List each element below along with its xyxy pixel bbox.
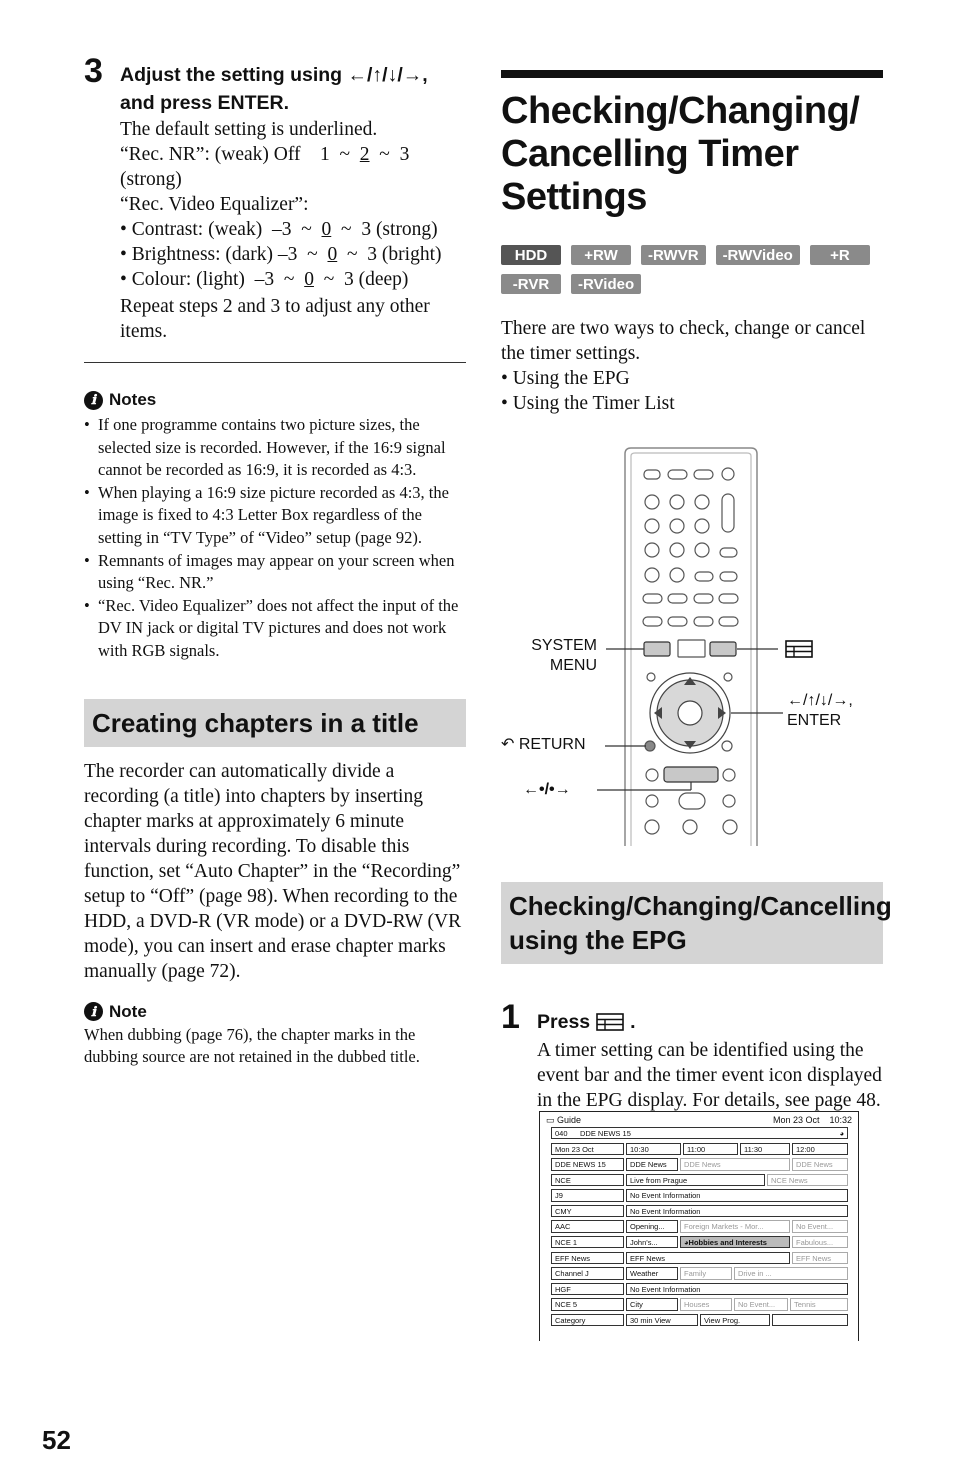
rec-nr-text-b: ~ 3 — [369, 144, 410, 165]
epg-datetime: Mon 23 Oct 10:32 — [772, 1115, 852, 1125]
brightness-text-b: ~ 3 (bright) — [337, 244, 442, 265]
badge-rw-video: -RWVideo — [716, 245, 800, 265]
remote-illustration — [501, 446, 883, 846]
epg-program: EFF News — [792, 1252, 848, 1264]
colour-line — [120, 267, 466, 292]
epg-screen — [539, 1111, 859, 1341]
note-item: • Remnants of images may appear on your screen when using “Rec. NR.” — [84, 550, 466, 595]
colour-text: • Colour: (light) –3 ~ — [120, 269, 305, 290]
epg-program: NCE News — [767, 1174, 848, 1186]
epg-row — [551, 1236, 848, 1248]
epg-time: 11:30 — [740, 1143, 790, 1155]
step-number: 1 — [501, 998, 520, 1036]
epg-channel: J9 — [551, 1189, 624, 1201]
page-number: 52 — [42, 1425, 71, 1455]
epg-channel: CMY — [551, 1205, 624, 1217]
epg-channel: EFF News — [551, 1252, 624, 1264]
contrast-text-b: ~ 3 (strong) — [331, 219, 438, 240]
step-heading — [537, 984, 883, 1036]
epg-row — [551, 1298, 848, 1310]
step-heading — [120, 52, 466, 117]
section-title-chapters: Creating chapters in a title — [84, 699, 466, 747]
epg-program: EFF News — [626, 1252, 790, 1264]
system-menu-label-2: MENU — [549, 657, 597, 674]
title-rule — [501, 70, 883, 78]
epg-program: Family — [680, 1267, 732, 1279]
rec-nr-line — [120, 142, 466, 167]
epg-channel: HGF — [551, 1283, 624, 1295]
epg-footer-view-prog: View Prog. — [700, 1314, 770, 1326]
rec-nr-text: “Rec. NR”: (weak) Off 1 ~ — [120, 144, 360, 165]
notes-title: Notes — [109, 390, 157, 409]
epg-row — [551, 1220, 848, 1232]
rec-nr-default: 2 — [359, 144, 370, 165]
epg-channel: NCE — [551, 1174, 624, 1186]
system-menu-label-1: SYSTEM — [531, 637, 597, 654]
return-text: RETURN — [518, 736, 586, 753]
epg-row — [551, 1267, 848, 1279]
contrast-text: • Contrast: (weak) –3 ~ — [120, 219, 322, 240]
badge-rw-vr: -RWVR — [641, 245, 706, 265]
epg-title — [546, 1115, 581, 1127]
press-label: Press — [537, 1011, 591, 1033]
epg-program: Live from Prague — [626, 1174, 765, 1186]
right-column — [501, 70, 892, 1113]
epg-current-channel — [551, 1127, 848, 1139]
timer-icon: ◕ — [839, 1129, 844, 1138]
badge-r-vr: -RVR — [501, 274, 561, 294]
brightness-default: 0 — [327, 244, 338, 265]
note-item: • “Rec. Video Equalizer” does not affect the input of the DV IN jack or digital TV pictures and does not work with RGB signals. — [84, 595, 466, 663]
rec-video-eq: “Rec. Video Equalizer”: — [120, 194, 309, 215]
step-number: 3 — [84, 52, 103, 90]
colour-text-b: ~ 3 (deep) — [313, 269, 409, 290]
default-note: The default setting is underlined. — [120, 119, 378, 140]
step-heading-line2: and press ENTER. — [120, 92, 290, 114]
epg-footer-blank — [772, 1314, 848, 1326]
epg-row — [551, 1158, 848, 1170]
epg-program: No Event... — [792, 1220, 848, 1232]
way-epg: • Using the EPG — [501, 368, 630, 389]
arrows-label: ←/↑/↓/→, — [787, 692, 853, 709]
epg-program: DDE News — [626, 1158, 678, 1170]
system-menu-label — [525, 636, 597, 676]
epg-header-row — [551, 1143, 848, 1155]
repeat-line-2: items. — [120, 321, 168, 342]
badge-r-video: -RVideo — [571, 274, 641, 294]
epg-row — [551, 1283, 848, 1295]
epg-program: DDE News — [792, 1158, 848, 1170]
colour-default: 0 — [304, 269, 314, 290]
epg-time: 11:00 — [683, 1143, 738, 1155]
epg-date: Mon 23 Oct — [551, 1143, 624, 1155]
epg-row — [551, 1174, 848, 1186]
epg-footer — [551, 1314, 848, 1326]
step-body — [120, 117, 466, 344]
chapter-buttons-label: ←•/•→ — [523, 781, 571, 798]
epg-channel-line — [551, 1127, 848, 1139]
notes-list — [84, 414, 466, 663]
contrast-line — [120, 217, 466, 242]
intro-text: There are two ways to check, change or cancel the timer settings. — [501, 318, 866, 364]
note-icon: ℹ — [84, 1002, 103, 1021]
epg-time: 12:00 — [792, 1143, 848, 1155]
epg-program: Drive in ... — [734, 1267, 848, 1279]
note-heading — [84, 1002, 466, 1022]
chapters-body: The recorder can automatically divide a recording (a title) into chapters by inserting chapter marks at approximately 6 minute intervals during recording. To disable this function, set “Auto Chapter” in the “Recording” setup to “Off” (page 98). When recording to the HDD, a DVD-R (VR mode) or a DVD-RW (VR mode), you can insert and erase chapter marks manually (page 72). — [84, 760, 462, 982]
epg-channel: NCE 1 — [551, 1236, 624, 1248]
epg-channel: NCE 5 — [551, 1298, 624, 1310]
badge-hdd: HDD — [501, 245, 561, 265]
epg-program: City — [626, 1298, 678, 1310]
arrows-enter-label — [787, 691, 853, 731]
step-3 — [84, 52, 466, 344]
return-label — [501, 735, 586, 755]
rec-nr-strong: (strong) — [120, 169, 182, 190]
way-timer-list: • Using the Timer List — [501, 393, 675, 414]
brightness-line — [120, 242, 466, 267]
epg-program-timer-text: Hobbies and Interests — [688, 1238, 767, 1248]
divider — [84, 362, 466, 363]
guide-button-icon — [785, 640, 813, 658]
contrast-default: 0 — [321, 219, 332, 240]
guide-icon — [785, 640, 813, 664]
epg-channel: DDE NEWS 15 — [551, 1158, 624, 1170]
disc-badges — [501, 245, 883, 294]
period: . — [630, 1011, 636, 1033]
guide-button-icon — [596, 1013, 624, 1031]
note-item: • If one programme contains two picture sizes, the selected size is recorded. However, if the 16:9 signal cannot be recorded as 16:9, it is recorded as 4:3. — [84, 414, 466, 482]
section-title-epg: Checking/Changing/Cancelling using the EPG — [501, 882, 883, 964]
return-icon: ↶ — [501, 736, 515, 753]
epg-program-timer: ◕Hobbies and Interests — [680, 1236, 790, 1248]
epg-program: Tennis — [790, 1298, 848, 1310]
badge-plus-rw: +RW — [571, 245, 631, 265]
step-heading-line1: Adjust the setting using ←/↑/↓/→, — [120, 64, 428, 86]
note-item: • When playing a 16:9 size picture recorded as 4:3, the image is fixed to 4:3 Letter Box regardless of the setting in “TV Type” of “Video” setup (page 92). — [84, 482, 466, 550]
left-column — [84, 52, 466, 1069]
brightness-text: • Brightness: (dark) –3 ~ — [120, 244, 328, 265]
step-body: A timer setting can be identified using the event bar and the timer event icon displayed in the EPG display. For details, see page 48. — [537, 1040, 882, 1111]
epg-program: No Event Information — [626, 1189, 848, 1201]
epg-row — [551, 1252, 848, 1264]
epg-current-channel-text: 040 DDE NEWS 15 — [555, 1129, 631, 1138]
repeat-line-1: Repeat steps 2 and 3 to adjust any other — [120, 296, 430, 317]
epg-program: Fabulous... — [792, 1236, 848, 1248]
epg-title-bar — [540, 1112, 858, 1127]
epg-program: Weather — [626, 1267, 678, 1279]
epg-program: No Event Information — [626, 1283, 848, 1295]
epg-program: John's... — [626, 1236, 678, 1248]
epg-time: 10:30 — [626, 1143, 681, 1155]
epg-row — [551, 1205, 848, 1217]
epg-footer-category: Category — [551, 1314, 624, 1326]
epg-title-text: Guide — [557, 1115, 582, 1125]
epg-program: No Event... — [734, 1298, 788, 1310]
epg-channel: Channel J — [551, 1267, 624, 1279]
epg-program: DDE News — [680, 1158, 790, 1170]
epg-program: No Event Information — [626, 1205, 848, 1217]
notes-heading — [84, 390, 466, 410]
chapters-note-body: When dubbing (page 76), the chapter marks in the dubbing source are not retained in the dubbed title. — [84, 1024, 420, 1067]
tv-icon: ▭ — [546, 1115, 555, 1125]
epg-row — [551, 1189, 848, 1201]
epg-channel: AAC — [551, 1220, 624, 1232]
note-title: Note — [109, 1001, 147, 1021]
epg-program: Foreign Markets - Mor... — [680, 1220, 790, 1232]
step-1 — [501, 984, 883, 1113]
page-title: Checking/Changing/ Cancelling Timer Settings — [501, 90, 860, 218]
epg-program: Opening... — [626, 1220, 678, 1232]
epg-footer-30min: 30 min View — [626, 1314, 698, 1326]
epg-program: Houses — [680, 1298, 732, 1310]
badge-plus-r: +R — [810, 245, 870, 265]
enter-label: ENTER — [787, 712, 842, 729]
note-icon: ℹ — [84, 391, 103, 410]
